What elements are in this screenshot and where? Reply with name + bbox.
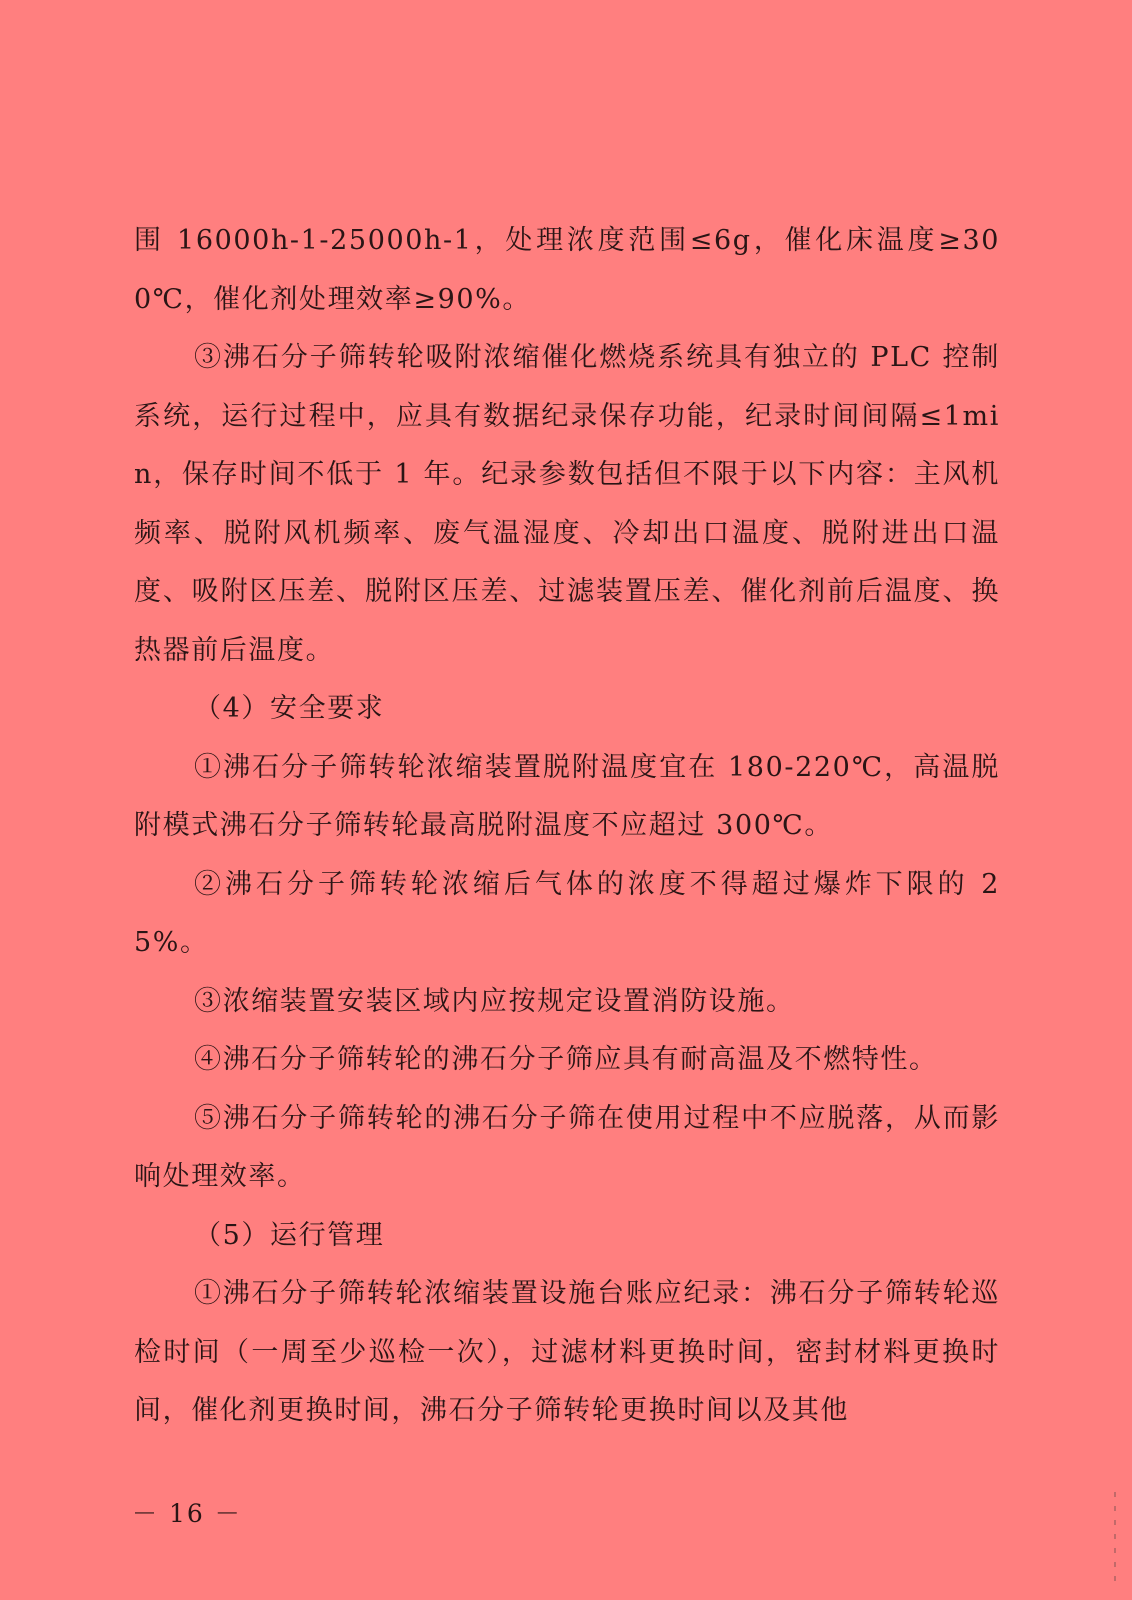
paragraph-safety-2: ②沸石分子筛转轮浓缩后气体的浓度不得超过爆炸下限的 25%。 (134, 868, 1000, 958)
section-heading-safety: （4）安全要求 (194, 693, 385, 724)
binding-edge-mark (1114, 1492, 1116, 1588)
paragraph-safety-3: ③浓缩装置安装区域内应按规定设置消防设施。 (194, 985, 795, 1017)
paragraph-continuation: 围 16000h-1-25000h-1，处理浓度范围≤6g，催化床温度≥300℃，催化剂处理效率≥90%。 (134, 225, 1000, 315)
paragraph-safety-1: ①沸石分子筛转轮浓缩装置脱附温度宜在 180-220℃，高温脱附模式沸石分子筛转轮最高脱附温度不应超过 300℃。 (134, 751, 1000, 841)
paragraph-safety-4: ④沸石分子筛转轮的沸石分子筛应具有耐高温及不燃特性。 (194, 1044, 938, 1075)
paragraph-plc-control: ③沸石分子筛转轮吸附浓缩催化燃烧系统具有独立的 PLC 控制系统，运行过程中，应具有数据纪录保存功能，纪录时间间隔≤1min，保存时间不低于 1 年。纪录参数包括但不限于以下内容：主风机频率、脱附风机频率、废气温湿度、冷却出口温度、脱附进出口温度、吸附区压差、脱附区压差、过滤装置压差、催化剂前后温度、换热器前后温度。 (134, 342, 1000, 666)
paragraph-safety-5: ⑤沸石分子筛转轮的沸石分子筛在使用过程中不应脱落，从而影响处理效率。 (134, 1102, 1000, 1192)
section-heading-operation: （5）运行管理 (194, 1219, 385, 1251)
document-body (134, 212, 1000, 1441)
page-number: － 16 － (132, 1499, 242, 1528)
paragraph-operation-1: ①沸石分子筛转轮浓缩装置设施台账应纪录：沸石分子筛转轮巡检时间（一周至少巡检一次），过滤材料更换时间，密封材料更换时间，催化剂更换时间，沸石分子筛转轮更换时间以及其他 (134, 1278, 1000, 1426)
